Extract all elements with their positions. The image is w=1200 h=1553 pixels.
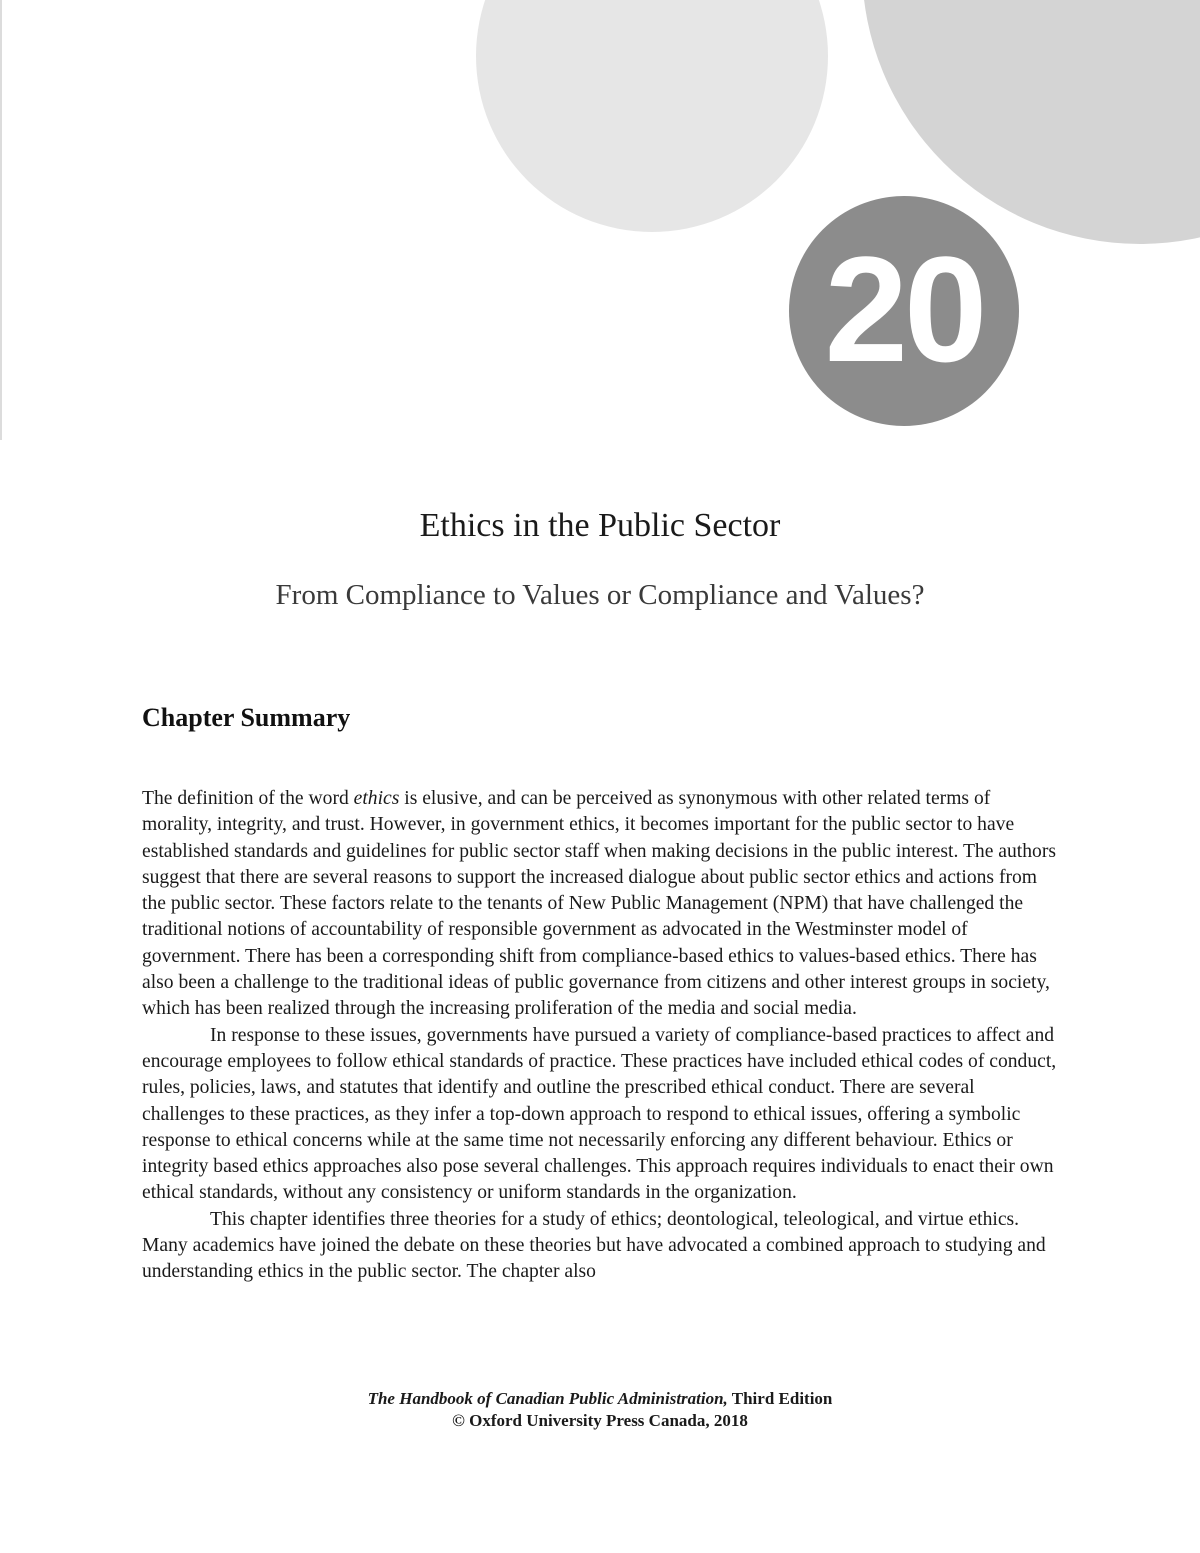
ethics-term: ethics [353,788,400,809]
footer-book-line [0,1388,1200,1410]
summary-paragraph-2: In response to these issues, governments have pursued a variety of compliance-based practices to affect and encourage employees to follow ethical standards of practice. These practices have included ethical codes of conduct, rules, policies, laws, and statutes that identify and outline the prescribed ethical conduct. There are several challenges to these practices, as they infer a top-down approach to respond to ethical issues, offering a symbolic response to ethical concerns while at the same time not necessarily enforcing any different behaviour. Ethics or integrity based ethics approaches also pose several challenges. This approach requires individuals to enact their own ethical standards, without any consistency or uniform standards in the organization. [142,1024,1057,1204]
chapter-subtitle: From Compliance to Values or Compliance and Values? [275,579,925,611]
summary-body [142,786,1060,1286]
page-footer [0,1388,1200,1432]
paragraph-lead-text: The definition of the word [142,788,354,809]
summary-paragraph-3: This chapter identifies three theories for a study of ethics; deontological, teleological, and virtue ethics. Many academics have joined the debate on these theories but have advocated a combined approach to studying and understanding ethics in the public sector. The chapter also [142,1208,1046,1283]
chapter-number-badge [789,196,1019,426]
footer-book-title: The Handbook of Canadian Public Administration, [367,1389,728,1408]
chapter-number: 20 [824,225,984,393]
paragraph-continued-text: is elusive, and can be perceived as synonymous with other related terms of morality, integrity, and trust. However, in government ethics, it becomes important for the public sector to have established standards and guidelines for public sector staff when making decisions in the public interest. The authors suggest that there are several reasons to support the increased dialogue about public sector ethics and actions from the public sector. These factors relate to the tenants of New Public Management (NPM) that have challenged the traditional notions of accountability of responsible government as advocated in the Westminster model of government. There has been a corresponding shift from compliance-based ethics to values-based ethics. There has also been a challenge to the traditional ideas of public governance from citizens and other interest groups in society, which has been realized through the increasing proliferation of the media and social media. [142,788,1056,1020]
decorative-circle-light [476,0,828,232]
summary-paragraph-1 [142,786,1060,1023]
chapter-title: Ethics in the Public Sector [419,507,781,544]
section-heading: Chapter Summary [142,703,351,732]
footer-edition: Third Edition [727,1389,833,1408]
page-edge-line [0,0,2,440]
footer-copyright: © Oxford University Press Canada, 2018 [452,1411,748,1430]
